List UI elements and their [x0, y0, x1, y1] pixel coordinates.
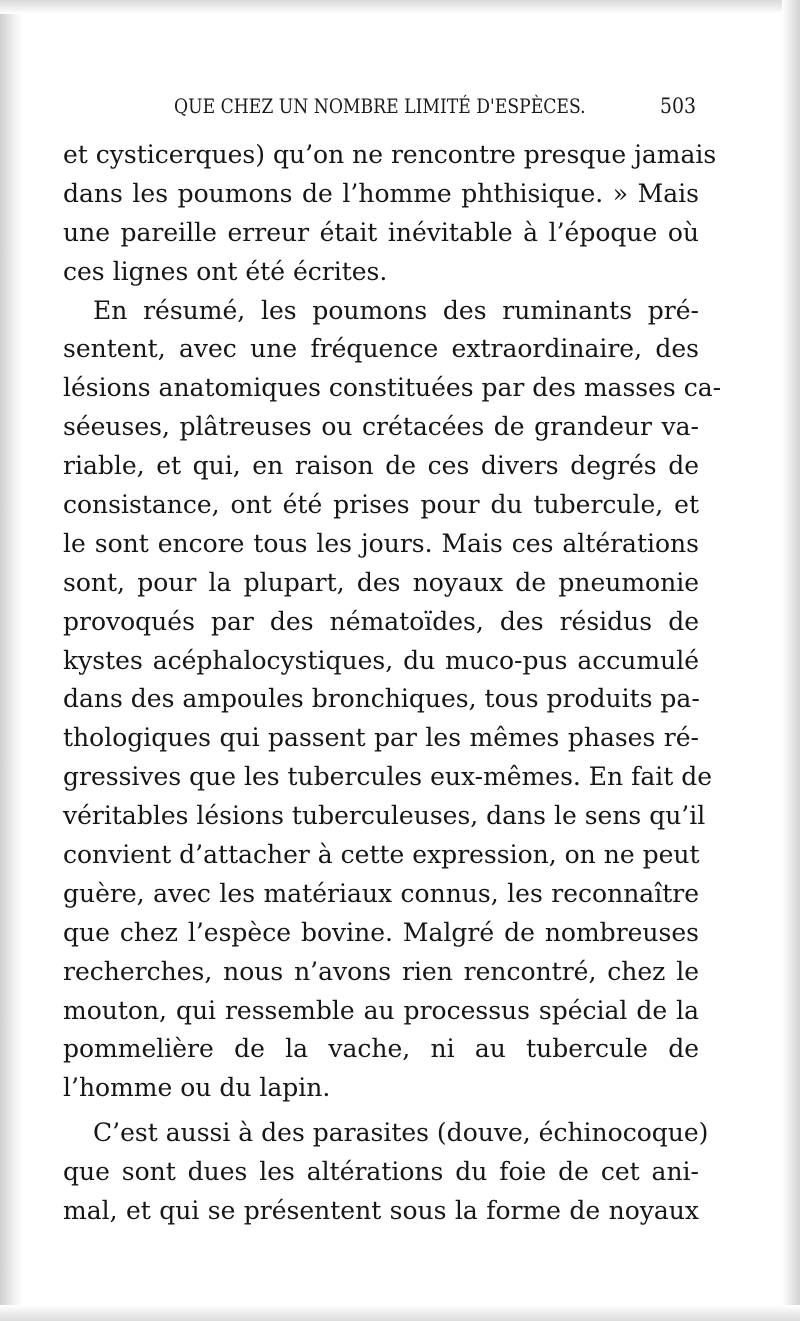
- text-line: sentent, avec une fréquence extraordinaire, des: [63, 334, 699, 364]
- text-line: gressives que les tubercules eux-mêmes. En fait de: [63, 762, 713, 792]
- text-line: riable, et qui, en raison de ces divers degrés de: [63, 451, 699, 481]
- text-line: l’homme ou du lapin.: [63, 1073, 331, 1103]
- text-line: séeuses, plâtreuses ou crétacées de grandeur va-: [63, 412, 699, 442]
- text-line: que chez l’espèce bovine. Malgré de nombreuses: [63, 917, 699, 947]
- page-header: [174, 94, 696, 120]
- text-line: C’est aussi à des parasites (douve, échinocoque): [93, 1118, 709, 1148]
- text-line: provoqués par des nématoïdes, des résidus de: [63, 606, 699, 636]
- running-title: QUE CHEZ UN NOMBRE LIMITÉ D'ESPÈCES.: [174, 94, 586, 118]
- text-line: lésions anatomiques constituées par des masses ca-: [63, 373, 722, 403]
- page-edge-shadow-left: [0, 0, 22, 1321]
- text-line: recherches, nous n’avons rien rencontré, chez le: [63, 956, 699, 986]
- paragraph: [63, 1114, 709, 1231]
- text-line: consistance, ont été prises pour du tubercule, et: [63, 490, 699, 520]
- text-line: En résumé, les poumons des ruminants pré-: [93, 295, 699, 325]
- text-line: dans des ampoules bronchiques, tous produits pa-: [63, 684, 700, 714]
- page-edge-shadow-right: [782, 0, 800, 1321]
- text-line: kystes acéphalocystiques, du muco-pus accumulé: [63, 645, 699, 675]
- text-line: dans les poumons de l’homme phthisique. » Mais: [63, 178, 699, 208]
- text-line: convient d’attacher à cette expression, on ne peut: [63, 840, 700, 870]
- text-line: mal, et qui se présentent sous la forme de noyaux: [63, 1196, 699, 1226]
- text-line: sont, pour la plupart, des noyaux de pneumonie: [63, 567, 699, 597]
- text-line: thologiques qui passent par les mêmes phases ré-: [63, 723, 699, 753]
- text-line: le sont encore tous les jours. Mais ces altérations: [63, 528, 699, 558]
- paragraph: [63, 136, 717, 292]
- page-edge-shadow-top: [0, 0, 800, 14]
- paragraph: [63, 292, 722, 1109]
- text-line: et cysticerques) qu’on ne rencontre presque jamais: [63, 140, 717, 169]
- body-text: [63, 136, 722, 1231]
- text-line: véritables lésions tuberculeuses, dans le sens qu’il: [63, 801, 706, 831]
- page-edge-shadow-bottom: [0, 1305, 800, 1321]
- text-line: guère, avec les matériaux connus, les reconnaître: [63, 878, 699, 908]
- text-line: mouton, qui ressemble au processus spécial de la: [63, 995, 699, 1025]
- text-line: une pareille erreur était inévitable à l’époque où: [63, 217, 699, 247]
- text-line: que sont dues les altérations du foie de cet ani-: [63, 1157, 699, 1187]
- page-number: 503: [659, 94, 696, 118]
- text-line: pommelière de la vache, ni au tubercule de: [63, 1034, 699, 1064]
- text-line: ces lignes ont été écrites.: [63, 256, 388, 286]
